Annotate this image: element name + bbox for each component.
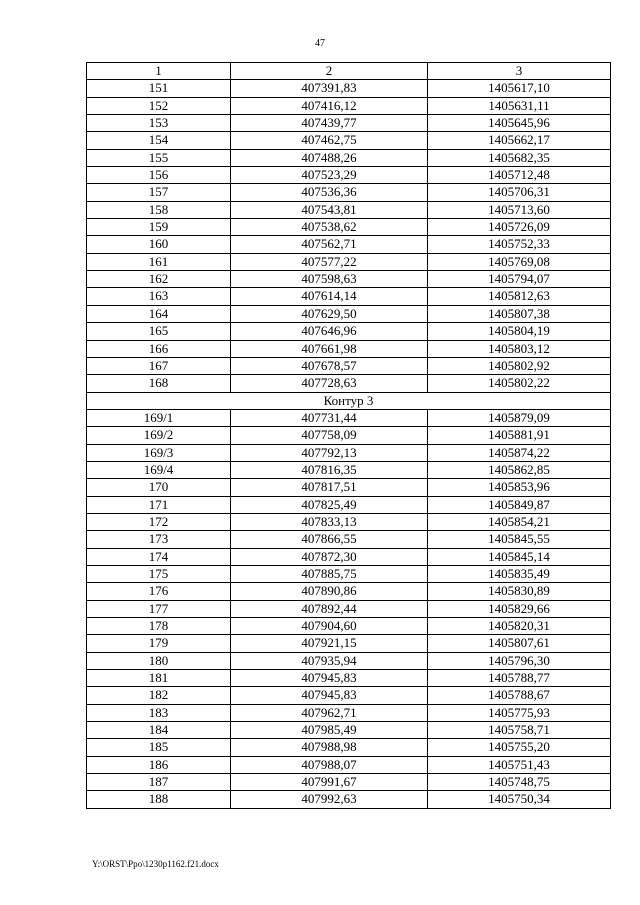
table-row: [87, 219, 611, 236]
coordinate-x-cell: 407904,60: [231, 618, 428, 635]
coordinate-y-cell: 1405830,89: [428, 583, 611, 600]
coordinate-x-cell: 407614,14: [231, 288, 428, 305]
coordinate-y-cell: 1405788,77: [428, 670, 611, 687]
coordinate-y-cell: 1405796,30: [428, 652, 611, 669]
table-row: [87, 375, 611, 392]
coordinate-y-cell: 1405682,35: [428, 149, 611, 166]
coordinate-x-cell: 407577,22: [231, 253, 428, 270]
coordinate-x-cell: 407538,62: [231, 219, 428, 236]
table-row: [87, 652, 611, 669]
point-number-cell: 169/2: [87, 427, 231, 444]
point-number-cell: 161: [87, 253, 231, 270]
coordinate-x-cell: 407921,15: [231, 635, 428, 652]
coordinate-x-cell: 407935,94: [231, 652, 428, 669]
table-row: [87, 756, 611, 773]
coordinate-y-cell: 1405802,22: [428, 375, 611, 392]
table-row: [87, 409, 611, 426]
point-number-cell: 187: [87, 774, 231, 791]
coordinate-y-cell: 1405845,55: [428, 531, 611, 548]
table-row: [87, 444, 611, 461]
coordinate-y-cell: 1405874,22: [428, 444, 611, 461]
coordinate-y-cell: 1405879,09: [428, 409, 611, 426]
table-row: [87, 253, 611, 270]
coordinate-y-cell: 1405713,60: [428, 201, 611, 218]
point-number-cell: 171: [87, 496, 231, 513]
section-title: Контур 3: [87, 392, 611, 409]
coordinate-y-cell: 1405775,93: [428, 704, 611, 721]
point-number-cell: 178: [87, 618, 231, 635]
coordinate-x-cell: 407988,07: [231, 756, 428, 773]
coordinate-y-cell: 1405645,96: [428, 115, 611, 132]
column-header: 1: [87, 63, 231, 80]
table-row: [87, 548, 611, 565]
coordinate-y-cell: 1405845,14: [428, 548, 611, 565]
coordinate-x-cell: 407833,13: [231, 513, 428, 530]
table-row: [87, 97, 611, 114]
table-row: [87, 496, 611, 513]
coordinate-x-cell: 407792,13: [231, 444, 428, 461]
coordinate-x-cell: 407988,98: [231, 739, 428, 756]
coordinate-x-cell: 407962,71: [231, 704, 428, 721]
point-number-cell: 181: [87, 670, 231, 687]
coordinate-y-cell: 1405755,20: [428, 739, 611, 756]
coordinate-y-cell: 1405802,92: [428, 357, 611, 374]
point-number-cell: 173: [87, 531, 231, 548]
point-number-cell: 159: [87, 219, 231, 236]
column-header: 2: [231, 63, 428, 80]
point-number-cell: 177: [87, 600, 231, 617]
coordinates-table: [86, 62, 611, 809]
column-header: 3: [428, 63, 611, 80]
coordinate-x-cell: 407523,29: [231, 167, 428, 184]
coordinate-y-cell: 1405769,08: [428, 253, 611, 270]
coordinate-y-cell: 1405835,49: [428, 565, 611, 582]
coordinate-x-cell: 407543,81: [231, 201, 428, 218]
table-row: [87, 531, 611, 548]
point-number-cell: 155: [87, 149, 231, 166]
coordinate-x-cell: 407890,86: [231, 583, 428, 600]
table-row: [87, 323, 611, 340]
coordinate-x-cell: 407678,57: [231, 357, 428, 374]
point-number-cell: 167: [87, 357, 231, 374]
coordinate-y-cell: 1405726,09: [428, 219, 611, 236]
coordinate-x-cell: 407945,83: [231, 670, 428, 687]
table-row: [87, 427, 611, 444]
point-number-cell: 183: [87, 704, 231, 721]
table-row: [87, 167, 611, 184]
point-number-cell: 174: [87, 548, 231, 565]
point-number-cell: 169/3: [87, 444, 231, 461]
section-row: [87, 392, 611, 409]
coordinate-y-cell: 1405788,67: [428, 687, 611, 704]
coordinate-y-cell: 1405829,66: [428, 600, 611, 617]
coordinate-y-cell: 1405758,71: [428, 722, 611, 739]
coordinate-y-cell: 1405862,85: [428, 461, 611, 478]
table-row: [87, 600, 611, 617]
point-number-cell: 170: [87, 479, 231, 496]
coordinate-y-cell: 1405706,31: [428, 184, 611, 201]
point-number-cell: 156: [87, 167, 231, 184]
coordinate-x-cell: 407391,83: [231, 80, 428, 97]
point-number-cell: 182: [87, 687, 231, 704]
coordinate-y-cell: 1405617,10: [428, 80, 611, 97]
coordinate-x-cell: 407562,71: [231, 236, 428, 253]
table-row: [87, 184, 611, 201]
coordinate-x-cell: 407985,49: [231, 722, 428, 739]
coordinate-y-cell: 1405712,48: [428, 167, 611, 184]
coordinate-x-cell: 407661,98: [231, 340, 428, 357]
coordinate-x-cell: 407462,75: [231, 132, 428, 149]
table-row: [87, 236, 611, 253]
point-number-cell: 169/4: [87, 461, 231, 478]
coordinate-x-cell: 407872,30: [231, 548, 428, 565]
table-row: [87, 635, 611, 652]
table-row: [87, 340, 611, 357]
coordinate-x-cell: 407731,44: [231, 409, 428, 426]
table-row: [87, 739, 611, 756]
point-number-cell: 180: [87, 652, 231, 669]
table-row: [87, 271, 611, 288]
point-number-cell: 153: [87, 115, 231, 132]
point-number-cell: 165: [87, 323, 231, 340]
table-row: [87, 288, 611, 305]
table-row: [87, 791, 611, 808]
table-row: [87, 704, 611, 721]
coordinate-y-cell: 1405881,91: [428, 427, 611, 444]
point-number-cell: 166: [87, 340, 231, 357]
point-number-cell: 157: [87, 184, 231, 201]
coordinate-y-cell: 1405804,19: [428, 323, 611, 340]
coordinate-y-cell: 1405751,43: [428, 756, 611, 773]
table-row: [87, 670, 611, 687]
coordinate-x-cell: 407885,75: [231, 565, 428, 582]
coordinate-x-cell: 407825,49: [231, 496, 428, 513]
table-row: [87, 201, 611, 218]
coordinate-x-cell: 407598,63: [231, 271, 428, 288]
point-number-cell: 179: [87, 635, 231, 652]
table-row: [87, 357, 611, 374]
point-number-cell: 188: [87, 791, 231, 808]
table-row: [87, 80, 611, 97]
coordinate-x-cell: 407817,51: [231, 479, 428, 496]
table-row: [87, 583, 611, 600]
point-number-cell: 162: [87, 271, 231, 288]
point-number-cell: 152: [87, 97, 231, 114]
table-row: [87, 149, 611, 166]
table-row: [87, 479, 611, 496]
coordinate-x-cell: 407992,63: [231, 791, 428, 808]
table-body: [87, 80, 611, 808]
coordinate-y-cell: 1405807,38: [428, 305, 611, 322]
coordinate-x-cell: 407991,67: [231, 774, 428, 791]
point-number-cell: 160: [87, 236, 231, 253]
table-row: [87, 687, 611, 704]
coordinate-x-cell: 407945,83: [231, 687, 428, 704]
coordinate-y-cell: 1405750,34: [428, 791, 611, 808]
table-row: [87, 618, 611, 635]
coordinate-x-cell: 407646,96: [231, 323, 428, 340]
page-number: 47: [315, 38, 325, 49]
point-number-cell: 163: [87, 288, 231, 305]
point-number-cell: 185: [87, 739, 231, 756]
table-row: [87, 461, 611, 478]
table-row: [87, 115, 611, 132]
table-header-row: [87, 63, 611, 80]
coordinate-x-cell: 407758,09: [231, 427, 428, 444]
point-number-cell: 168: [87, 375, 231, 392]
coordinate-y-cell: 1405803,12: [428, 340, 611, 357]
coordinate-x-cell: 407536,36: [231, 184, 428, 201]
point-number-cell: 186: [87, 756, 231, 773]
coordinate-y-cell: 1405631,11: [428, 97, 611, 114]
coordinate-x-cell: 407892,44: [231, 600, 428, 617]
file-path-footer: Y:\ORST\Ppo\1230p1162.f21.docx: [92, 859, 219, 869]
coordinate-x-cell: 407439,77: [231, 115, 428, 132]
coordinate-y-cell: 1405752,33: [428, 236, 611, 253]
coordinate-y-cell: 1405854,21: [428, 513, 611, 530]
point-number-cell: 154: [87, 132, 231, 149]
table-row: [87, 774, 611, 791]
point-number-cell: 184: [87, 722, 231, 739]
coordinate-x-cell: 407416,12: [231, 97, 428, 114]
table-row: [87, 722, 611, 739]
point-number-cell: 151: [87, 80, 231, 97]
table-row: [87, 305, 611, 322]
point-number-cell: 169/1: [87, 409, 231, 426]
table-row: [87, 132, 611, 149]
coordinate-y-cell: 1405812,63: [428, 288, 611, 305]
coordinate-y-cell: 1405853,96: [428, 479, 611, 496]
coordinate-y-cell: 1405748,75: [428, 774, 611, 791]
coordinate-x-cell: 407816,35: [231, 461, 428, 478]
coordinate-y-cell: 1405807,61: [428, 635, 611, 652]
point-number-cell: 158: [87, 201, 231, 218]
table-row: [87, 513, 611, 530]
coordinate-y-cell: 1405849,87: [428, 496, 611, 513]
point-number-cell: 176: [87, 583, 231, 600]
coordinate-x-cell: 407629,50: [231, 305, 428, 322]
coordinate-y-cell: 1405794,07: [428, 271, 611, 288]
coordinate-x-cell: 407866,55: [231, 531, 428, 548]
coordinate-x-cell: 407488,26: [231, 149, 428, 166]
table-row: [87, 565, 611, 582]
point-number-cell: 175: [87, 565, 231, 582]
point-number-cell: 164: [87, 305, 231, 322]
coordinate-y-cell: 1405662,17: [428, 132, 611, 149]
coordinate-y-cell: 1405820,31: [428, 618, 611, 635]
point-number-cell: 172: [87, 513, 231, 530]
coordinate-x-cell: 407728,63: [231, 375, 428, 392]
